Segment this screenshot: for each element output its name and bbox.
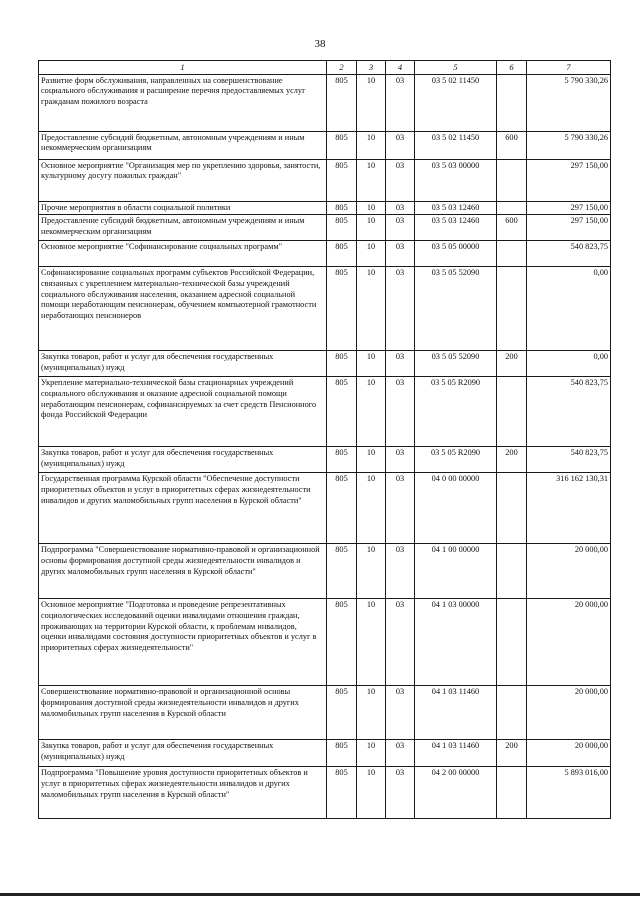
table-cell-name: Закупка товаров, работ и услуг для обеспечения государственных (муниципальных) нужд [39, 447, 327, 473]
table-cell-col3: 10 [357, 767, 386, 819]
table-row [39, 447, 611, 473]
table-cell-name: Государственная программа Курской области "Обеспечение доступности приоритетных объектов и услуг в приоритетных сферах жизнедеятельности инвалидов и других маломобильных групп населения в Курской области" [39, 473, 327, 544]
table-cell-col4: 03 [386, 351, 415, 377]
column-header: 4 [386, 61, 415, 75]
table-cell-col7: 297 150,00 [527, 159, 611, 201]
table-cell-col3: 10 [357, 599, 386, 686]
page-number: 38 [314, 38, 326, 50]
table-cell-col3: 10 [357, 686, 386, 740]
table-cell-col2: 805 [327, 159, 357, 201]
page-bottom-rule [0, 893, 640, 896]
column-header: 5 [415, 61, 497, 75]
table-cell-col4: 03 [386, 201, 415, 215]
table-row [39, 767, 611, 819]
table-cell-col4: 03 [386, 267, 415, 351]
table-cell-col5: 03 5 03 12460 [415, 201, 497, 215]
column-header: 1 [39, 61, 327, 75]
table-cell-col6 [497, 201, 527, 215]
table-cell-name: Закупка товаров, работ и услуг для обеспечения государственных (муниципальных) нужд [39, 740, 327, 767]
table-row [39, 74, 611, 131]
table-header-row [39, 61, 611, 75]
table-cell-col5: 04 1 03 00000 [415, 599, 497, 686]
table-cell-name: Развитие форм обслуживания, направленных на совершенствование социального обслуживания и расширение перечня предоставляемых услуг гражданам пожилого возраста [39, 74, 327, 131]
table-row [39, 201, 611, 215]
table-cell-col3: 10 [357, 351, 386, 377]
table-cell-col6 [497, 599, 527, 686]
table-cell-col5: 04 1 00 00000 [415, 544, 497, 599]
table-cell-col6: 200 [497, 740, 527, 767]
table-cell-col4: 03 [386, 241, 415, 267]
table-cell-col4: 03 [386, 599, 415, 686]
table-cell-col6 [497, 74, 527, 131]
table-row [39, 241, 611, 267]
table-cell-col7: 0,00 [527, 267, 611, 351]
table-cell-col5: 03 5 02 11450 [415, 131, 497, 159]
table-cell-col5: 03 5 05 R2090 [415, 377, 497, 447]
table-cell-col3: 10 [357, 267, 386, 351]
table-cell-name: Основное мероприятие "Подготовка и проведение репрезентативных социологических исследований оценки инвалидами отношения граждан, проживающих на территории Курской области, к проблемам инвалидов, оценки инвалидами состояния доступности приоритетных объектов и услуг в приоритетных сферах жизнедеятельности" [39, 599, 327, 686]
table-cell-col2: 805 [327, 131, 357, 159]
table-cell-col6: 200 [497, 447, 527, 473]
table-row [39, 740, 611, 767]
table-cell-col7: 316 162 130,31 [527, 473, 611, 544]
table-row [39, 351, 611, 377]
column-header: 6 [497, 61, 527, 75]
table-cell-col6 [497, 241, 527, 267]
table-row [39, 686, 611, 740]
table-cell-col2: 805 [327, 544, 357, 599]
table-cell-col3: 10 [357, 159, 386, 201]
table-cell-col7: 297 150,00 [527, 215, 611, 241]
table-cell-col4: 03 [386, 740, 415, 767]
table-cell-col7: 297 150,00 [527, 201, 611, 215]
table-cell-name: Предоставление субсидий бюджетным, автономным учреждениям и иным некоммерческим организациям [39, 215, 327, 241]
table-cell-col4: 03 [386, 159, 415, 201]
table-row [39, 599, 611, 686]
table-cell-col5: 04 0 00 00000 [415, 473, 497, 544]
table-cell-col6 [497, 473, 527, 544]
table-cell-col2: 805 [327, 201, 357, 215]
budget-table [38, 60, 611, 819]
table-cell-col3: 10 [357, 241, 386, 267]
table-cell-col2: 805 [327, 215, 357, 241]
table-cell-col4: 03 [386, 686, 415, 740]
table-cell-col5: 04 1 03 11460 [415, 686, 497, 740]
table-cell-col2: 805 [327, 599, 357, 686]
table-cell-col6 [497, 159, 527, 201]
table-cell-col7: 0,00 [527, 351, 611, 377]
table-cell-col7: 20 000,00 [527, 686, 611, 740]
table-cell-col4: 03 [386, 215, 415, 241]
table-cell-col2: 805 [327, 473, 357, 544]
table-cell-col6 [497, 377, 527, 447]
table-cell-col3: 10 [357, 131, 386, 159]
table-cell-col2: 805 [327, 740, 357, 767]
table-row [39, 377, 611, 447]
table-cell-col2: 805 [327, 767, 357, 819]
table-cell-col4: 03 [386, 131, 415, 159]
table-cell-col7: 20 000,00 [527, 740, 611, 767]
table-cell-col3: 10 [357, 215, 386, 241]
table-cell-col2: 805 [327, 351, 357, 377]
table-cell-col4: 03 [386, 544, 415, 599]
table-cell-name: Укрепление материально-технической базы стационарных учреждений социального обслуживания и оказание адресной социальной помощи неработающим пенсионерам, софинансируемых за счет средств Пенсионного фонда Российской Федерации [39, 377, 327, 447]
table-cell-col7: 540 823,75 [527, 447, 611, 473]
column-header: 3 [357, 61, 386, 75]
table-cell-col3: 10 [357, 544, 386, 599]
table-cell-col5: 03 5 05 52090 [415, 267, 497, 351]
table-cell-col2: 805 [327, 267, 357, 351]
table-cell-col2: 805 [327, 377, 357, 447]
table-row [39, 473, 611, 544]
table-cell-col7: 20 000,00 [527, 544, 611, 599]
table-cell-col3: 10 [357, 377, 386, 447]
table-cell-col5: 03 5 05 00000 [415, 241, 497, 267]
table-row [39, 131, 611, 159]
table-cell-col6: 200 [497, 351, 527, 377]
table-cell-col5: 04 1 03 11460 [415, 740, 497, 767]
table-cell-col5: 03 5 02 11450 [415, 74, 497, 131]
table-cell-name: Основное мероприятие "Софинансирование социальных программ" [39, 241, 327, 267]
table-cell-name: Прочие мероприятия в области социальной политики [39, 201, 327, 215]
column-header: 7 [527, 61, 611, 75]
table-cell-col4: 03 [386, 377, 415, 447]
table-body [39, 74, 611, 819]
table-cell-name: Совершенствование нормативно-правовой и организационной основы формирования доступной среды жизнедеятельности инвалидов и других маломобильных групп населения в Курской области [39, 686, 327, 740]
table-cell-col7: 540 823,75 [527, 241, 611, 267]
table-cell-col7: 5 790 330,26 [527, 131, 611, 159]
table-cell-col2: 805 [327, 241, 357, 267]
table-cell-name: Подпрограмма "Совершенствование нормативно-правовой и организационной основы формирования доступной среды жизнедеятельности инвалидов и других маломобильных групп населения в Курской области" [39, 544, 327, 599]
table-cell-col7: 540 823,75 [527, 377, 611, 447]
table-cell-name: Подпрограмма "Повышение уровня доступности приоритетных объектов и услуг в приоритетных сферах жизнедеятельности инвалидов и других маломобильных групп населения в Курской области" [39, 767, 327, 819]
table-cell-col2: 805 [327, 686, 357, 740]
table-cell-col5: 04 2 00 00000 [415, 767, 497, 819]
table-cell-col4: 03 [386, 74, 415, 131]
table-cell-name: Закупка товаров, работ и услуг для обеспечения государственных (муниципальных) нужд [39, 351, 327, 377]
table-cell-col7: 5 790 330,26 [527, 74, 611, 131]
table-cell-col5: 03 5 03 00000 [415, 159, 497, 201]
table-cell-col6 [497, 767, 527, 819]
table-cell-col2: 805 [327, 74, 357, 131]
table-cell-col7: 20 000,00 [527, 599, 611, 686]
table-cell-col4: 03 [386, 447, 415, 473]
column-header: 2 [327, 61, 357, 75]
table-cell-col3: 10 [357, 74, 386, 131]
table-cell-col5: 03 5 05 R2090 [415, 447, 497, 473]
table-cell-col6 [497, 686, 527, 740]
table-row [39, 267, 611, 351]
table-cell-col7: 5 893 016,00 [527, 767, 611, 819]
table-cell-col6: 600 [497, 131, 527, 159]
table-cell-col3: 10 [357, 447, 386, 473]
table-row [39, 159, 611, 201]
table-row [39, 544, 611, 599]
table-cell-col2: 805 [327, 447, 357, 473]
table-cell-col6: 600 [497, 215, 527, 241]
table-cell-col6 [497, 267, 527, 351]
table-row [39, 215, 611, 241]
table-cell-col3: 10 [357, 740, 386, 767]
table-cell-col4: 03 [386, 473, 415, 544]
table-cell-col5: 03 5 05 52090 [415, 351, 497, 377]
table-cell-name: Предоставление субсидий бюджетным, автономным учреждениям и иным некоммерческим организациям [39, 131, 327, 159]
table-cell-col5: 03 5 03 12460 [415, 215, 497, 241]
table-cell-name: Софинансирование социальных программ субъектов Российской Федерации, связанных с укреплением материально-технической базы учреждений социального обслуживания населения, оказанием адресной социальной помощи неработающим пенсионерам, обучением компьютерной грамотности неработающих пенсионеров [39, 267, 327, 351]
table-cell-col4: 03 [386, 767, 415, 819]
table-cell-col6 [497, 544, 527, 599]
table-cell-col3: 10 [357, 201, 386, 215]
table-cell-col3: 10 [357, 473, 386, 544]
table-cell-name: Основное мероприятие "Организация мер по укреплению здоровья, занятости, культурному досугу пожилых граждан" [39, 159, 327, 201]
